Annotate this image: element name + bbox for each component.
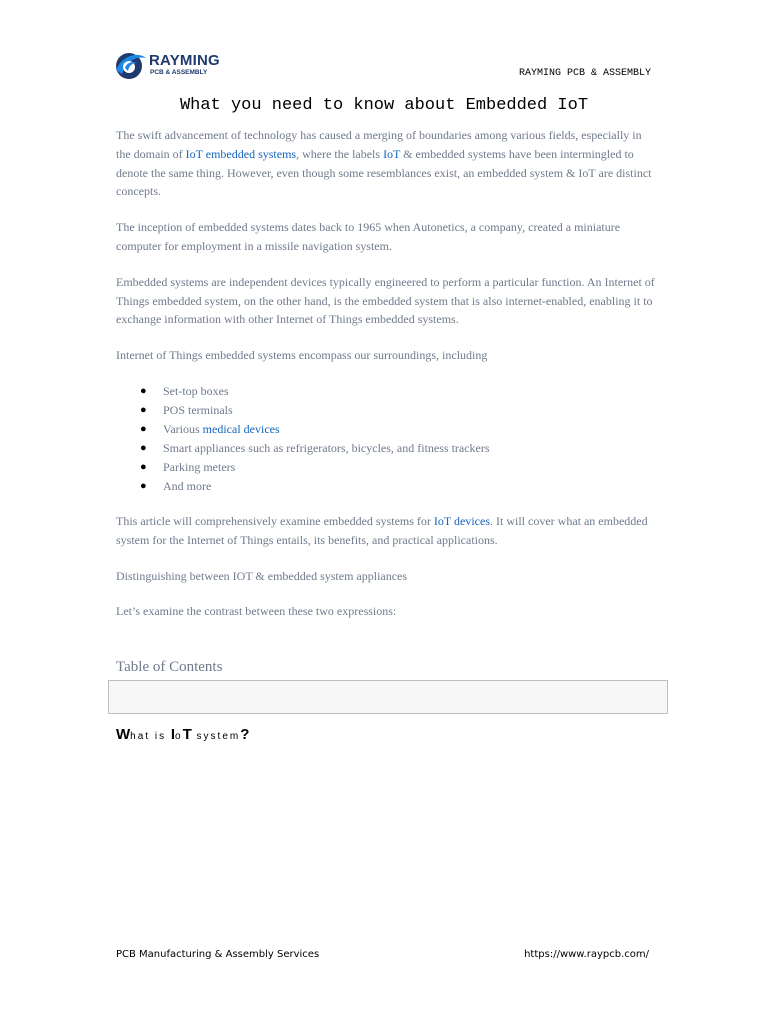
heading-char: T xyxy=(182,726,192,743)
list-item-text: Parking meters xyxy=(163,459,236,474)
bullet-icon: ● xyxy=(140,403,147,416)
link-medical-devices[interactable]: medical devices xyxy=(202,421,280,436)
toc-box[interactable] xyxy=(108,680,668,714)
paragraph-list-intro: Internet of Things embedded systems encompass our surroundings, including xyxy=(116,348,488,363)
link-iot[interactable]: IoT xyxy=(383,146,401,161)
toc-title: Table of Contents xyxy=(116,659,223,675)
paragraph-distinguishing: Distinguishing between IOT & embedded system appliances xyxy=(116,568,408,583)
logo[interactable] xyxy=(113,50,223,82)
paragraph-article-scope xyxy=(116,512,656,550)
text-span: & embedded systems have been intermingled to denote the same thing. However, even though some resemblances exist, an embedded system & IoT are distinct concepts. xyxy=(116,146,652,199)
list-item xyxy=(116,458,656,477)
link-iot-embedded-systems[interactable]: IoT embedded systems xyxy=(185,146,297,161)
footer-services: PCB Manufacturing & Assembly Services xyxy=(116,949,320,960)
bullet-icon: ● xyxy=(140,422,147,435)
list-item-text: Various xyxy=(163,421,203,436)
link-iot-devices[interactable]: IoT devices xyxy=(433,513,490,528)
paragraph-history: The inception of embedded systems dates back to 1965 when Autonetics, a company, created a miniature computer for employment in a missile navigation system. xyxy=(116,220,621,253)
list-item xyxy=(116,401,656,420)
device-list xyxy=(116,382,656,496)
paragraph-intro xyxy=(116,126,656,201)
list-item xyxy=(116,439,656,458)
paragraph-definition: Embedded systems are independent devices typically engineered to perform a particular function. An Internet of Things embedded system, on the other hand, is the embedded system that is also internet-enabled, enabling it to exchange information with other Internet of Things embedded systems. xyxy=(116,274,655,327)
heading-char: ? xyxy=(240,726,250,743)
section-heading xyxy=(116,726,249,743)
bullet-icon: ● xyxy=(140,460,147,473)
footer-url-link[interactable]: https://www.raypcb.com/ xyxy=(524,949,649,960)
list-item-text: And more xyxy=(163,478,212,493)
list-item xyxy=(116,420,656,439)
list-item-text: Set-top boxes xyxy=(163,383,229,398)
heading-char: o xyxy=(175,731,183,742)
bullet-icon: ● xyxy=(140,479,147,492)
logo-swoosh-icon xyxy=(113,50,147,82)
header-company-name: RAYMING PCB & ASSEMBLY xyxy=(518,68,651,79)
bullet-icon: ● xyxy=(140,441,147,454)
article-body xyxy=(116,126,656,638)
text-span: The swift advancement of technology has caused a merging of boundaries among various fields, especially in the domain of xyxy=(116,128,642,161)
text-span: This article will comprehensively examine embedded systems for xyxy=(116,513,434,528)
heading-char: system xyxy=(191,731,241,742)
heading-char: hat is xyxy=(130,731,171,742)
list-item-text: Smart appliances such as refrigerators, bicycles, and fitness trackers xyxy=(163,440,490,455)
bullet-icon: ● xyxy=(140,384,147,397)
heading-char: W xyxy=(116,726,131,743)
list-item-text: POS terminals xyxy=(163,402,233,417)
page-title: What you need to know about Embedded IoT xyxy=(179,96,589,115)
text-span: , where the labels xyxy=(296,146,384,161)
list-item xyxy=(116,477,656,496)
text-span: . It will cover what an embedded system for the Internet of Things entails, its benefits, and practical applications. xyxy=(116,513,648,547)
logo-subtitle: PCB & ASSEMBLY xyxy=(150,69,208,76)
heading-char: I xyxy=(170,726,176,743)
paragraph-contrast: Let’s examine the contrast between these two expressions: xyxy=(116,604,397,619)
logo-wordmark: RAYMING xyxy=(149,52,220,69)
list-item xyxy=(116,382,656,401)
